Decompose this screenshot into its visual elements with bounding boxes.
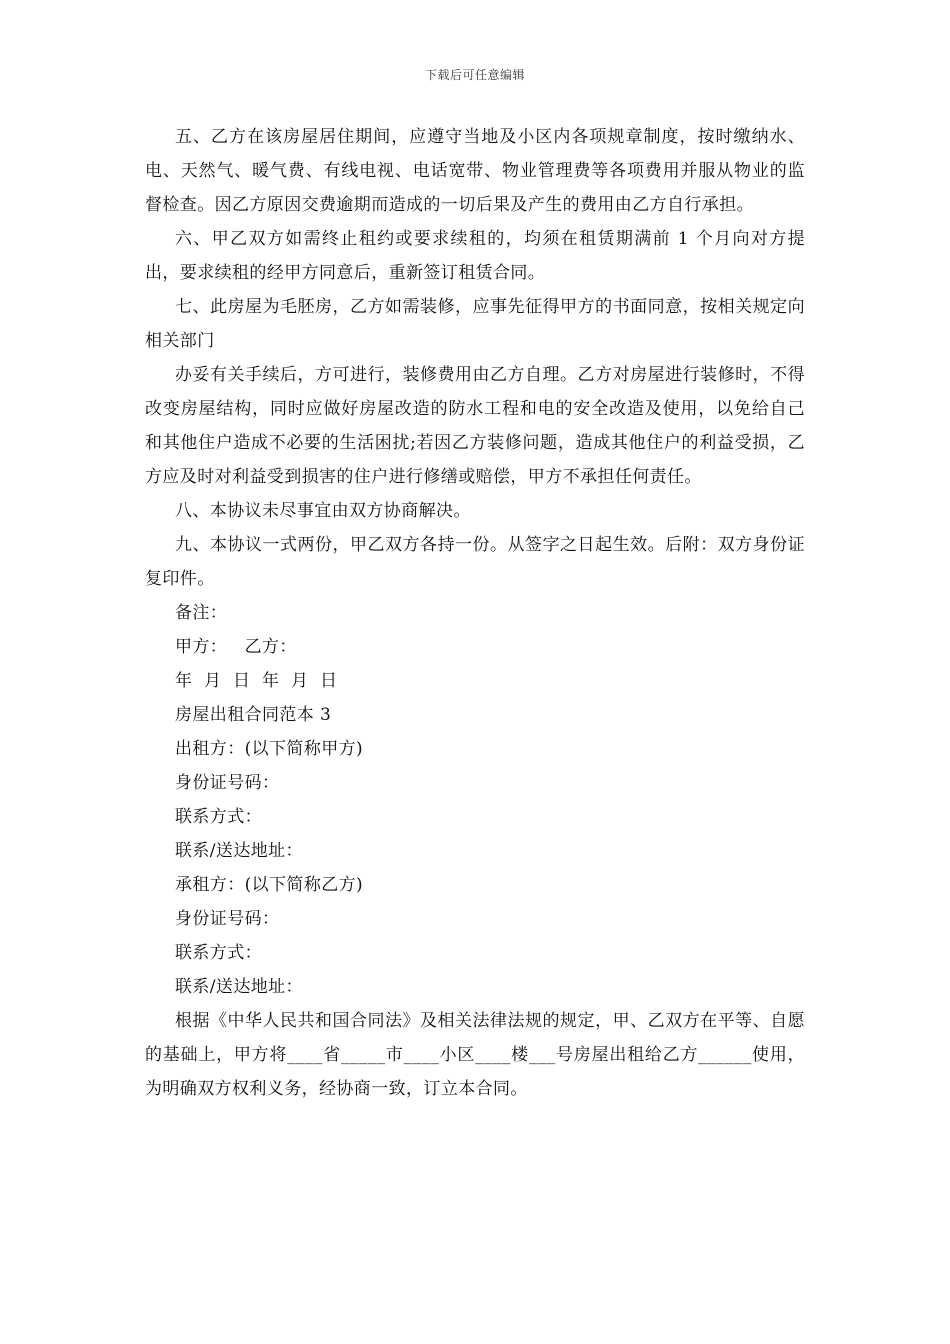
clause-6: 六、甲乙双方如需终止租约或要求续租的，均须在租赁期满前 1 个月向对方提出，要求续租的经甲方同意后，重新签订租赁合同。: [145, 229, 805, 283]
lessor-id-field: 身份证号码：: [175, 773, 280, 793]
clause-7: 七、此房屋为毛胚房，乙方如需装修，应事先征得甲方的书面同意，按相关规定向相关部门: [145, 297, 805, 351]
parties-signature-line: 甲方： 乙方：: [175, 637, 297, 657]
clause-9: 九、本协议一式两份，甲乙双方各持一份。从签字之日起生效。后附：双方身份证复印件。: [145, 535, 805, 589]
lessee-contact-field: 联系方式：: [175, 943, 262, 963]
lessee-label: 承租方：(以下简称乙方): [175, 875, 364, 895]
lessor-address-field: 联系/送达地址：: [175, 841, 303, 861]
lessor-label: 出租方：(以下简称甲方): [175, 739, 364, 759]
signature-dates: 年 月 日 年 月 日: [175, 671, 338, 691]
document-body: [145, 120, 805, 1106]
contract-title-3: 房屋出租合同范本 3: [175, 705, 332, 725]
clause-7-continued: 办妥有关手续后，方可进行，装修费用由乙方自理。乙方对房屋进行装修时，不得改变房屋结构，同时应做好房屋改造的防水工程和电的安全改造及使用，以免给自己和其他住户造成不必要的生活困扰;若因乙方装修问题，造成其他住户的利益受损，乙方应及时对利益受到损害的住户进行修缮或赔偿，甲方不承担任何责任。: [145, 365, 805, 487]
lessee-id-field: 身份证号码：: [175, 909, 280, 929]
contract-intro: 根据《中华人民共和国合同法》及相关法律法规的规定，甲、乙双方在平等、自愿的基础上，甲方将____省_____市____小区____楼___号房屋出租给乙方______使用，为明确双方权利义务，经协商一致，订立本合同。: [145, 1011, 805, 1099]
clause-5: 五、乙方在该房屋居住期间，应遵守当地及小区内各项规章制度，按时缴纳水、电、天然气、暖气费、有线电视、电话宽带、物业管理费等各项费用并服从物业的监督检查。因乙方原因交费逾期而造成的一切后果及产生的费用由乙方自行承担。: [145, 127, 805, 215]
lessor-contact-field: 联系方式：: [175, 807, 262, 827]
lessee-address-field: 联系/送达地址：: [175, 977, 303, 997]
remark-label: 备注：: [175, 603, 228, 623]
page-header: 下载后可任意编辑: [424, 68, 525, 82]
clause-8: 八、本协议未尽事宜由双方协商解决。: [175, 501, 471, 521]
